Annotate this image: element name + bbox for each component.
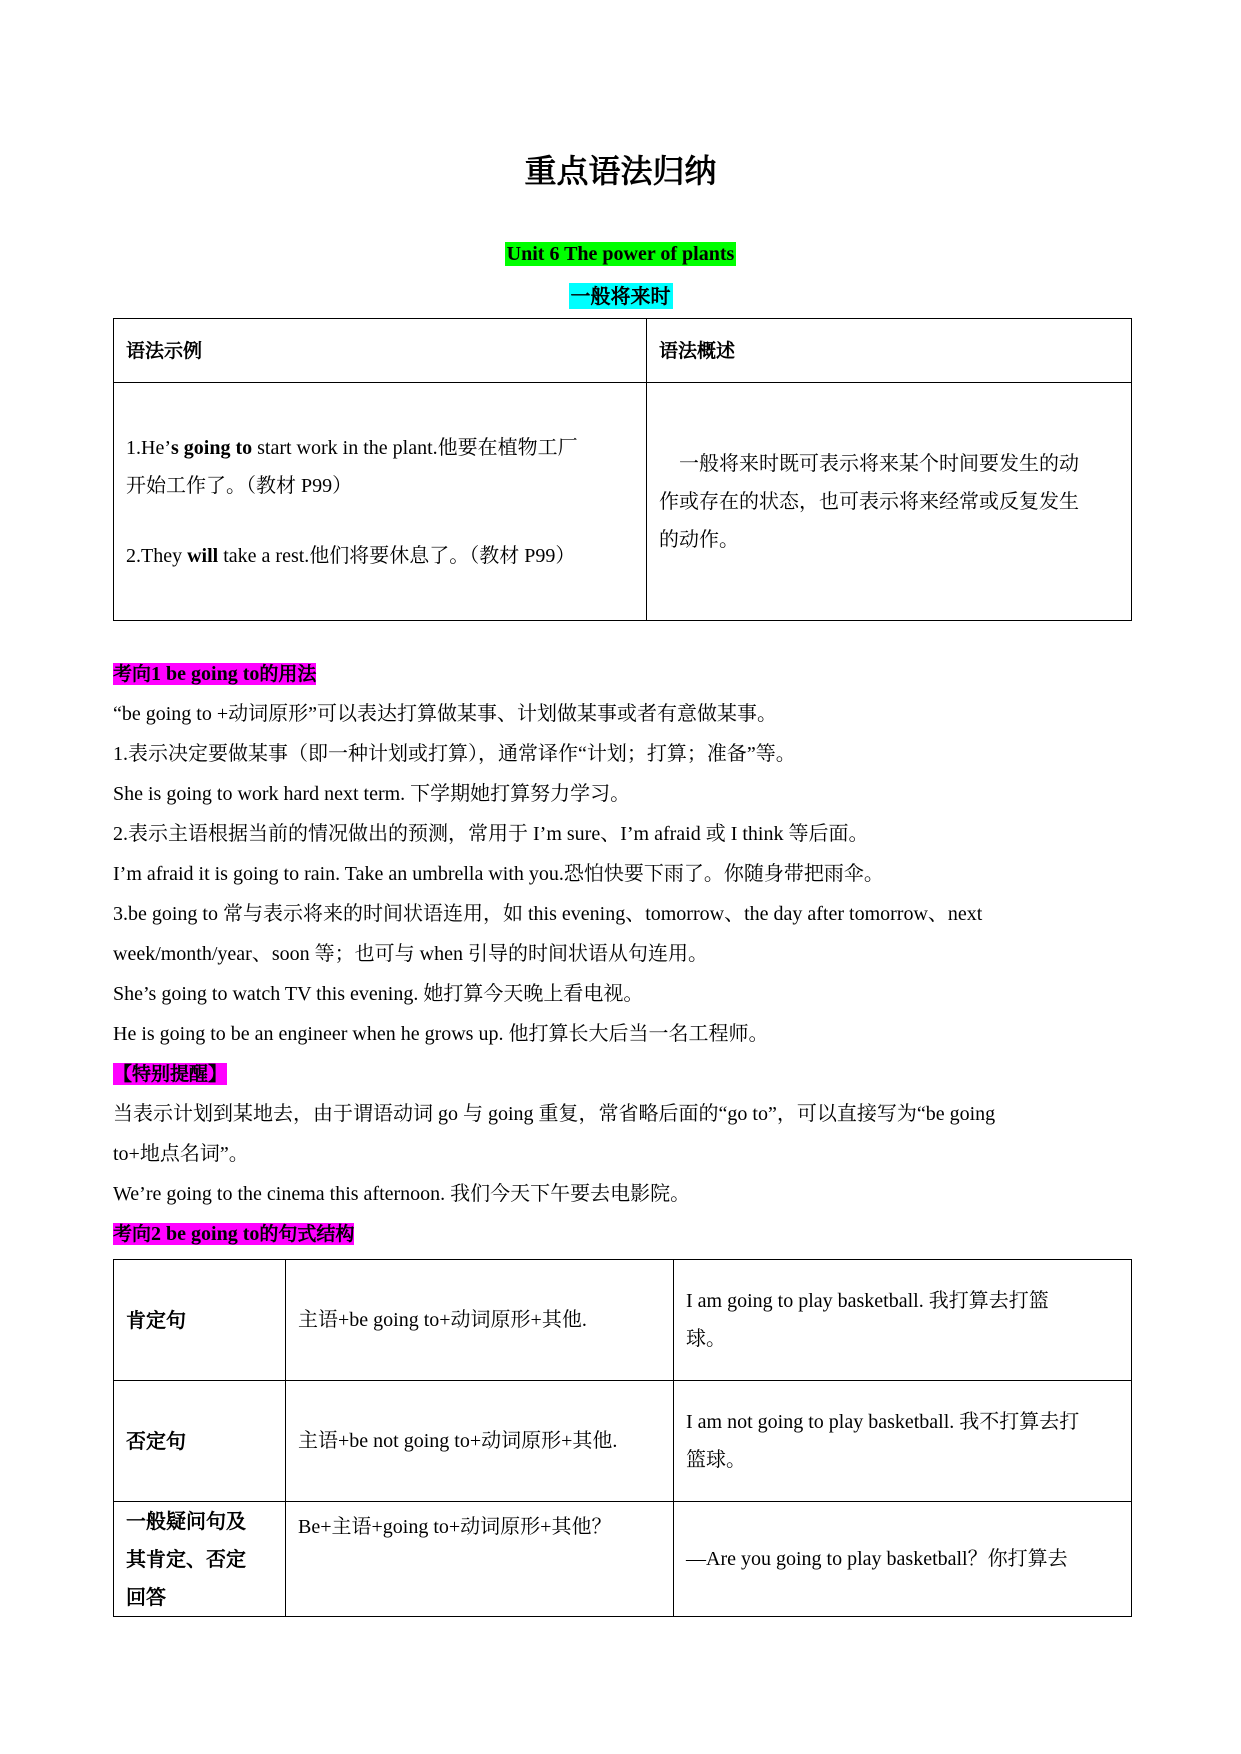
example-1: 1.He’s going to start work in the plant.他要在植物工厂 [126,436,578,459]
table-row: 肯定句 主语+be going to+动词原形+其他. I am going to play basketball. 我打算去打篮 球。 [114,1260,1132,1381]
example-2: 2.They will take a rest.他们将要休息了。（教材 P99） [126,544,576,567]
page-title: 重点语法归纳 [524,152,717,190]
example-1-cont: 开始工作了。（教材 P99） [126,474,353,497]
special-reminder: 【特别提醒】 [113,1063,228,1085]
header-example: 语法示例 [114,319,647,383]
section-1-heading: 考向1 be going to的用法 [113,663,317,685]
header-summary: 语法概述 [647,319,1132,383]
structure-table [113,1259,1132,1617]
example-cell [114,383,647,621]
table-row: 一般疑问句及 其肯定、否定 回答 Be+主语+going to+动词原形+其他？ —Are you going to play basketball？你打算去 [114,1502,1132,1617]
unit-heading: Unit 6 The power of plants [506,243,735,265]
summary-cell: 一般将来时既可表示将来某个时间要发生的动 作或存在的状态，也可表示将来经常或反复发生 的动作。 [647,383,1132,621]
section-2-heading: 考向2 be going to的句式结构 [113,1223,355,1245]
topic-heading: 一般将来时 [570,284,671,308]
section-1: 考向1 be going to的用法 “be going to +动词原形”可以表达打算做某事、计划做某事或者有意做某事。 1.表示决定要做某事（即一种计划或打算），通常译作“计划；打算；准备”等。 She is going to work hard next term. 下学期她打算努力学习。 2.表示主语根据当前的情况做出的预测，常用于 I’m sure、I’m afraid 或 I think 等后面。 I’m afraid it is going to rain. Take an umbrella with you.恐怕快要下雨了。你随身带把雨伞。 3.be going to 常与表示将来的时间状语连用，如 this evening、tomorrow、the day after tomorrow、next week/month/year、soon 等；也可与 when 引导的时间状语从句连用。 She’s going to watch TV this evening. 她打算今天晚上看电视。 He is going to be an engineer when he grows up. 他打算长大后当一名工程师。 【特别提醒】 当表示计划到某地去，由于谓语动词 go 与 going 重复，常省略后面的“go to”，可以直接写为“be going to+地点名词”。 We’re going to the cinema this afternoon. 我们今天下午要去电影院。 考向2 be going to的句式结构 [113,654,1133,1254]
table-row: 否定句 主语+be not going to+动词原形+其他. I am not going to play basketball. 我不打算去打 篮球。 [114,1381,1132,1502]
grammar-table [113,318,1132,621]
